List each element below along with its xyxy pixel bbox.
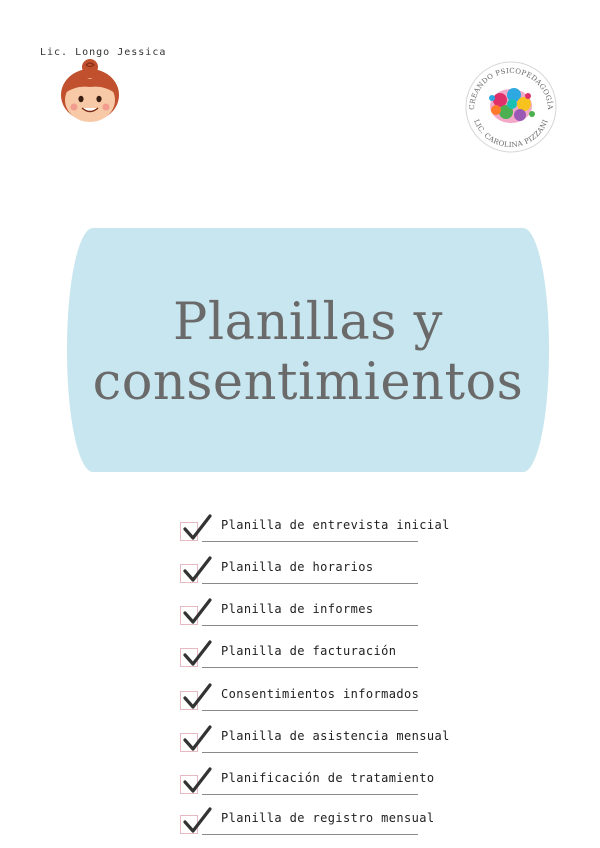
checklist-item <box>178 805 435 837</box>
checklist-item <box>178 723 450 755</box>
creando-psicopedagogia-logo <box>462 58 560 156</box>
checkmark-icon <box>182 725 212 753</box>
checkmark-icon <box>182 683 212 711</box>
checklist-item-label: Planilla de facturación <box>221 644 397 658</box>
brain-icon <box>489 88 535 123</box>
underline <box>202 752 418 753</box>
logo-top-text: CREANDO PSICOPEDAGOGÍA <box>467 66 555 111</box>
title-banner <box>67 228 549 472</box>
checklist-item-label: Planilla de registro mensual <box>221 811 435 825</box>
page-title-line-2: consentimientos <box>92 353 524 412</box>
underline <box>202 541 418 542</box>
underline <box>202 667 418 668</box>
checklist-item <box>178 638 428 670</box>
checklist-item <box>178 681 428 713</box>
longo-jessica-logo-text: Lic. Longo Jessica <box>40 47 167 58</box>
checklist-item <box>178 554 428 586</box>
checklist-item-label: Planilla de horarios <box>221 560 374 574</box>
checkmark-icon <box>182 640 212 668</box>
checkmark-icon <box>182 767 212 795</box>
checkmark-icon <box>182 807 212 835</box>
underline <box>202 710 418 711</box>
checklist-item <box>178 512 450 544</box>
underline <box>202 834 418 835</box>
logo-bottom-text: LIC. CAROLINA PIZZANI <box>472 118 550 150</box>
checklist-item-label: Consentimientos informados <box>221 687 420 701</box>
underline <box>202 583 418 584</box>
checklist-item <box>178 765 435 797</box>
checklist-item-label: Planilla de entrevista inicial <box>221 518 450 532</box>
underline <box>202 625 418 626</box>
checkmark-icon <box>182 598 212 626</box>
checkmark-icon <box>182 556 212 584</box>
longo-jessica-logo <box>40 47 167 150</box>
checklist-item-label: Planilla de asistencia mensual <box>221 729 450 743</box>
checklist-item-label: Planificación de tratamiento <box>221 771 435 785</box>
checklist-item <box>178 596 428 628</box>
underline <box>202 794 418 795</box>
checkmark-icon <box>182 514 212 542</box>
checklist-item-label: Planilla de informes <box>221 602 374 616</box>
page-title-line-1: Planillas y <box>173 293 443 352</box>
